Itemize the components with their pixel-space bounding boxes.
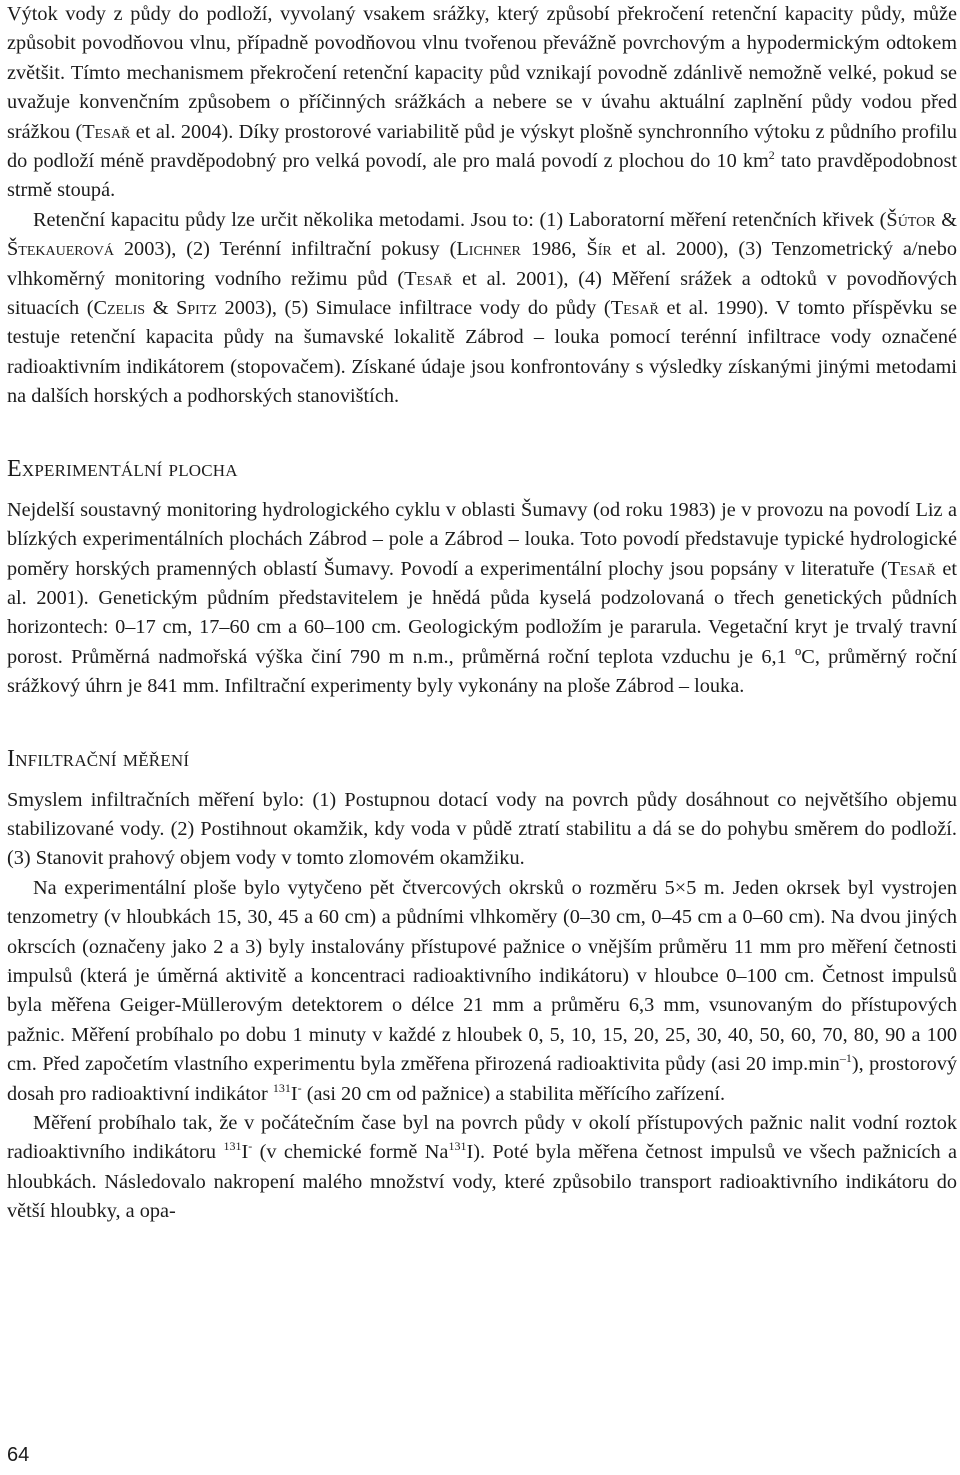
infiltration-paragraph-1: Smyslem infiltračních měření bylo: (1) Postupnou dotací vody na povrch půdy dosáhnout co největšího objemu stabilizované vody. (2) Postihnout okamžik, kdy voda v půdě ztratí stabilitu a dá se do pohybu směrem do podloží. (3) Stanovit prahový objem vody v tomto zlomovém okamžiku. xyxy=(7,788,957,870)
text-run: 1986, xyxy=(520,238,587,261)
text-run: ), prostorový dosah pro radioaktivní indikátor xyxy=(7,1053,957,1105)
text-run: Výtok vody z půdy do podloží, vyvolaný vsakem srážky, který způsobí překročení retenční kapacity půdy, může způsobit povodňovou vlnu, případně povodňovou vlnu tvořenou převážně povrchovým a hypodermickým odtokem zvětšit. Tímto mechanismem překročení retenční kapacity půd vznikají povodně zdánlivě nemožně velké, pokud se uvažuje konvenčním způsobem o příčinných srážkách a nebere se v úvahu aktuální zaplnění půdy vodou před srážkou ( xyxy=(7,3,957,143)
citation-author: Tesař xyxy=(404,267,453,290)
citation-author: Tesař xyxy=(610,297,659,320)
citation-author: Czelis xyxy=(93,297,146,320)
infiltration-paragraph-2 xyxy=(7,874,957,1109)
superscript: - xyxy=(248,1139,253,1154)
text-run: I xyxy=(290,1082,298,1105)
intro-paragraph-2 xyxy=(7,206,957,412)
citation-author: Tesař xyxy=(887,557,936,580)
text-run: & xyxy=(935,208,957,231)
text-run: I xyxy=(241,1141,249,1164)
infiltration-paragraph-3 xyxy=(7,1109,957,1227)
superscript: –1 xyxy=(839,1051,852,1066)
superscript: 131 xyxy=(272,1080,291,1095)
text-run: Na experimentální ploše bylo vytyčeno pět čtvercových okrsků o rozměru 5×5 m. Jeden okrsek byl vystrojen tenzometry (v hloubkách 15, 30, 45 a 60 cm) a půdními vlhkoměry (0–30 cm, 0–45 cm a 0–60 cm). Na dvou jiných okrscích (označeny jako 2 a 3) byly instalovány přístupové pažnice o vnějším průměru 11 mm pro měření četnosti impulsů (která je úměrná aktivitě a koncentraci radioaktivního indikátoru) v hloubce 0–100 cm. Četnost impulsů byla měřena Geiger-Müllerovým detektorem o délce 21 mm a průměru 6,3 mm, vsunovaným do přístupových pažnic. Měření probíhalo po dobu 1 minuty v každé z hloubek 0, 5, 10, 15, 20, 25, 30, 40, 50, 60, 70, 80, 90 a 100 cm. Před započetím vlastního experimentu byla změřena přirozená radioaktivita půdy (asi 20 imp.min xyxy=(7,876,957,1076)
text-run: 2003), (5) Simulace infiltrace vody do půdy ( xyxy=(216,297,611,320)
text-run: et al. 2000), (3) Tenzometrický a/nebo vlhkoměrný monitoring vodního režimu půd ( xyxy=(7,238,957,290)
section-heading-infiltration: Infiltrační měření xyxy=(7,745,190,772)
text-run: & xyxy=(145,297,177,320)
superscript: - xyxy=(297,1080,302,1095)
superscript: 131 xyxy=(223,1139,242,1154)
citation-author: Lichner xyxy=(456,238,521,261)
text-run: I). Poté byla měřena četnost impulsů ve všech pažnicích a hloubkách. Následovalo nakropení malého množství vody, které způsobilo transport radioaktivního indikátoru do větší hloubky, a opa- xyxy=(7,1141,958,1223)
intro-paragraph-1 xyxy=(7,0,957,206)
citation-author: Štekauerová xyxy=(7,238,114,261)
citation-author: Tesař xyxy=(82,120,131,143)
text-run: (asi 20 cm od pažnice) a stabilita měřícího zařízení. xyxy=(301,1082,726,1105)
section-heading-experimental-plot: Experimentální plocha xyxy=(7,455,238,482)
text-run: tato pravděpodobnost strmě stoupá. xyxy=(7,150,957,202)
citation-author: Šútor xyxy=(886,208,936,231)
superscript: 2 xyxy=(768,148,775,163)
text-run: Retenční kapacitu půdy lze určit několika metodami. Jsou to: (1) Laboratorní měření retenčních křivek ( xyxy=(33,208,887,231)
page-number: 64 xyxy=(7,1444,30,1466)
text-run: et al. 2001). Genetickým půdním představitelem je hnědá půda kyselá podzolovaná o třech genetických půdních horizontech: 0–17 cm, 17–60 cm a 60–100 cm. Geologickým podložím je pararula. Vegetační kryt je trvalý travní porost. Průměrná nadmořská výška činí 790 m n.m., průměrná roční teplota vzduchu je 6,1 ºC, průměrný roční srážkový úhrn je 841 mm. Infiltrační experimenty byly vykonány na ploše Zábrod – louka. xyxy=(7,557,958,698)
text-run: (v chemické formě Na xyxy=(252,1141,449,1164)
citation-author: Spitz xyxy=(176,297,217,320)
text-run: et al. 2004). Díky prostorové variabilitě půd je výskyt plošně synchronního výtoku z půdního profilu do podloží méně pravděpodobný pro velká povodí, ale pro malá povodí z plochou do 10 km xyxy=(7,120,957,173)
citation-author: Šír xyxy=(586,238,612,261)
text-run: 2003), (2) Terénní infiltrační pokusy ( xyxy=(113,238,457,261)
superscript: 131 xyxy=(448,1139,467,1154)
text-run: Nejdelší soustavný monitoring hydrologického cyklu v oblasti Šumavy (od roku 1983) je v provozu na povodí Liz a blízkých experimentálních plochách Zábrod – pole a Zábrod – louka. Toto povodí představuje typické hydrologické poměry horských pramenných oblastí Šumavy. Povodí a experimentální plochy jsou popsány v literatuře ( xyxy=(7,498,957,580)
text-run: Měření probíhalo tak, že v počátečním čase byl na povrch půdy v okolí přístupových pažnic nalit vodní roztok radioaktivního indikátoru xyxy=(7,1112,957,1164)
text-run: et al. 2001), (4) Měření srážek a odtoků v povodňových situacích ( xyxy=(7,267,957,320)
page xyxy=(7,0,957,1227)
plot-paragraph-1 xyxy=(7,496,957,702)
text-run: et al. 1990). V tomto příspěvku se testuje retenční kapacita půdy na šumavské lokalitě Zábrod – louka pomocí terénní infiltrace vody označené radioaktivním indikátorem (stopovačem). Získané údaje jsou konfrontovány s výsledky získanými jinými metodami na dalších horských a podhorských stanovištích. xyxy=(7,297,957,408)
